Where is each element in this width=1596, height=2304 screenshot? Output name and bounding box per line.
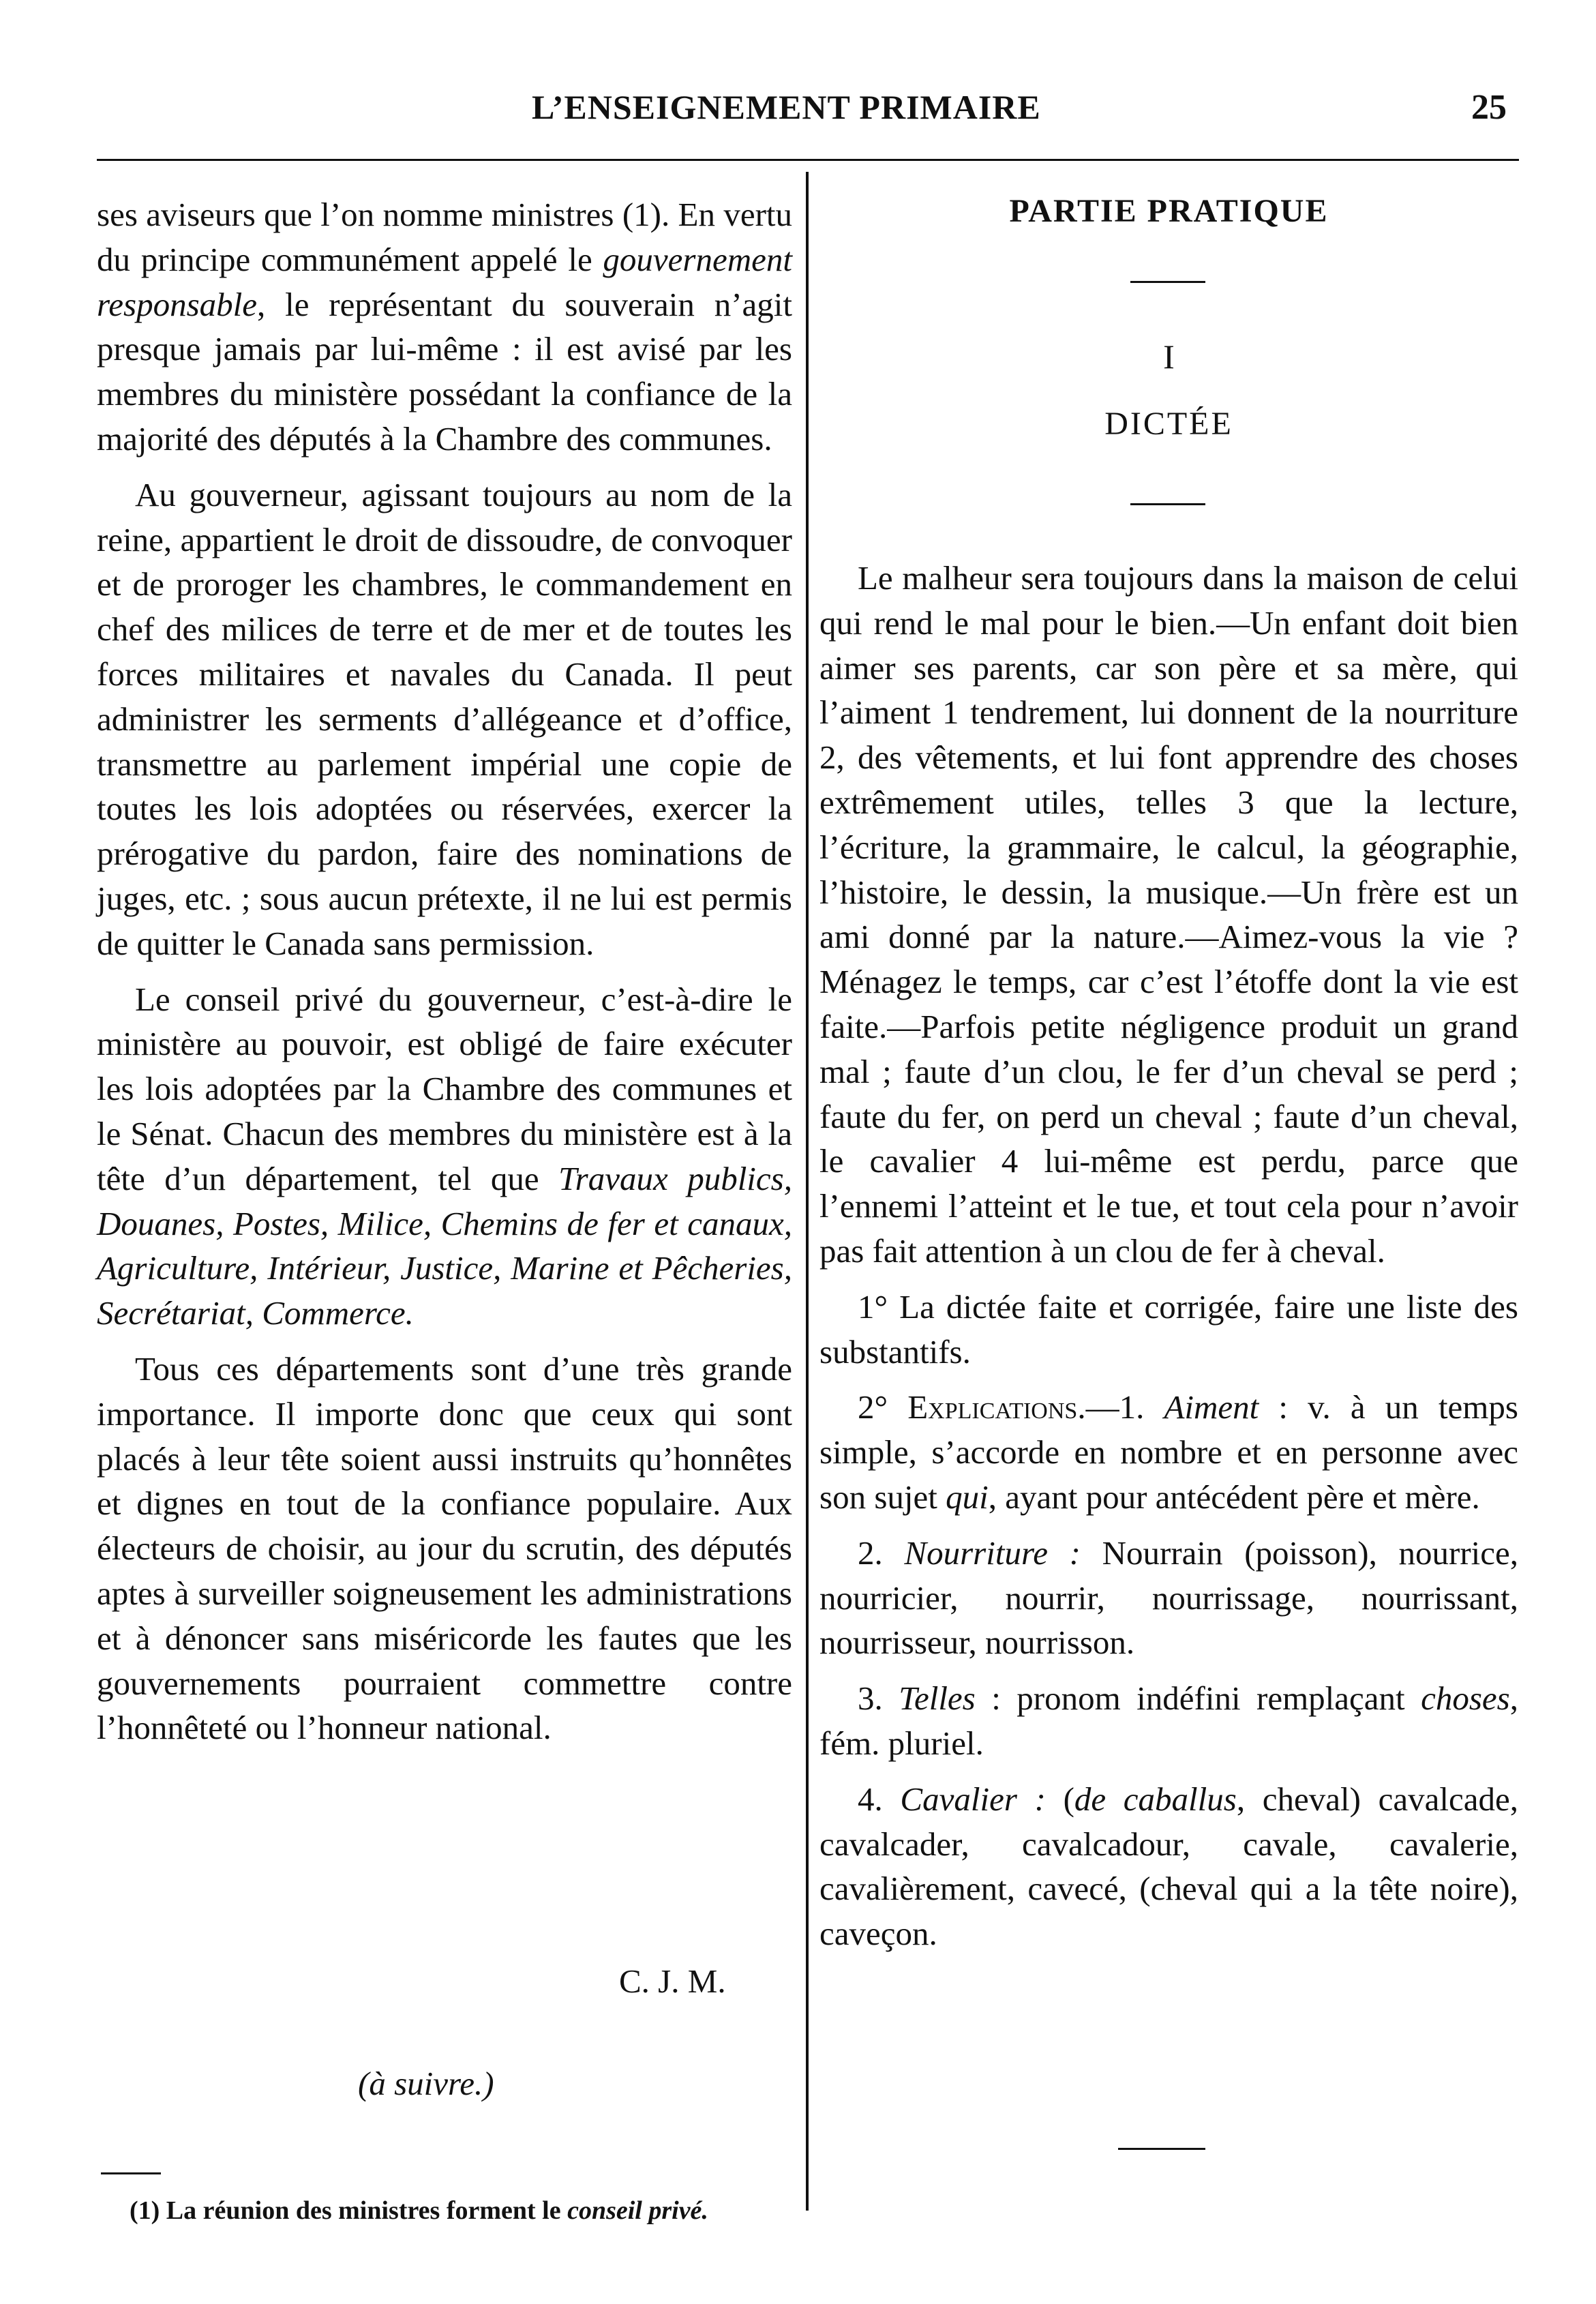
header-rule bbox=[97, 159, 1519, 161]
left-paragraph-1: ses aviseurs que l’on nomme ministres (1). En vertu du principe communément appelé le gouvernement responsable, le représentant du souverain n’agit presque jamais par lui-même : il est avisé par les membres du ministère possédant la confiance de la majorité des députés à la Chambre des communes. bbox=[97, 196, 792, 458]
dictation-text: Le malheur sera toujours dans la maison de celui qui rend le mal pour le bien.—Un enfant doit bien aimer ses parents, car son père et sa mère, qui l’aiment 1 tendrement, lui donnent de la nourriture 2, des vêtements, et lui font apprendre des choses extrêmement utiles, telles 3 que la lecture, l’écriture, la grammaire, le calcul, la géographie, l’histoire, le dessin, la musique.—Un frère est un ami donné par la nature.—Aimez-vous la vie ? Ménagez le temps, car c’est l’étoffe dont la vie est faite.—Parfois petite négligence produit un grand mal ; faute d’un clou, le fer d’un cheval se perd ; faute du fer, on perd un cheval ; faute d’un cheval, le cavalier 4 lui-même est perdu, parce que l’ennemi l’atteint et le tue, et tout cela pour n’avoir pas fait attention à un clou de fer à cheval. bbox=[819, 559, 1518, 1270]
section-rule-1 bbox=[1130, 281, 1205, 283]
footnote-rule bbox=[101, 2172, 161, 2174]
exercise-2: 2° Explications.—1. Aiment : v. à un temps simple, s’accorde en nombre et en personne avec son sujet qui, ayant pour antécédent père et mère. bbox=[819, 1388, 1518, 1516]
footnote: (1) La réunion des ministres forment le conseil privé. bbox=[130, 2196, 708, 2225]
exercise-3: 2. Nourriture : Nourrain (poisson), nourrice, nourricier, nourrir, nourrissage, nourrissant, nourrisseur, nourrisson. bbox=[819, 1533, 1518, 1662]
section-number: I bbox=[1163, 338, 1175, 376]
section-rule-2 bbox=[1130, 503, 1205, 505]
left-column bbox=[97, 192, 792, 1761]
exercise-1: 1° La dictée faite et corrigée, faire une liste des substantifs. bbox=[819, 1287, 1518, 1371]
end-rule bbox=[1118, 2148, 1205, 2150]
left-paragraph-3: Le conseil privé du gouverneur, c’est-à-dire le ministère au pouvoir, est obligé de faire exécuter les lois adoptées par la Chambre des communes et le Sénat. Chacun des membres du ministère est à la tête d’un département, tel que Travaux publics, Douanes, Postes, Milice, Chemins de fer et canaux, Agriculture, Intérieur, Justice, Marine et Pêcheries, Secrétariat, Commerce. bbox=[97, 980, 792, 1332]
to-be-continued: (à suivre.) bbox=[358, 2065, 494, 2102]
running-header-title: L’ENSEIGNEMENT PRIMAIRE bbox=[532, 88, 1041, 126]
exercise-5: 4. Cavalier : (de caballus, cheval) cavalcade, cavalcader, cavalcadour, cavale, cavalerie, cavalièrement, cavecé, (cheval qui a la tête noire), caveçon. bbox=[819, 1780, 1518, 1953]
dictation-heading: DICTÉE bbox=[1104, 406, 1233, 442]
author-signature: C. J. M. bbox=[619, 1962, 726, 2000]
page-number: 25 bbox=[1471, 88, 1507, 127]
right-column bbox=[819, 556, 1518, 1967]
left-paragraph-4: Tous ces départements sont d’une très grande importance. Il importe donc que ceux qui sont placés à leur tête soient aussi instruits qu’honnêtes et dignes en tout de la confiance populaire. Aux électeurs de choisir, au jour du scrutin, des députés aptes à surveiller soigneusement les administrations et à dénoncer sans miséricorde les fautes que les gouvernements pourraient commettre contre l’honnêteté ou l’honneur national. bbox=[97, 1349, 792, 1747]
column-divider bbox=[806, 172, 809, 2211]
left-paragraph-2: Au gouverneur, agissant toujours au nom de la reine, appartient le droit de dissoudre, de convoquer et de proroger les chambres, le commandement en chef des milices de terre et de mer et de toutes les forces militaires et navales du Canada. Il peut administrer les serments d’allégeance et d’office, transmettre au parlement impérial une copie de toutes les lois adoptées ou réservées, exercer la prérogative du pardon, faire des nominations de juges, etc. ; sous aucun prétexte, il ne lui est permis de quitter le Canada sans permission. bbox=[97, 475, 792, 962]
exercise-4: 3. Telles : pronom indéfini remplaçant choses, fém. pluriel. bbox=[819, 1679, 1518, 1762]
section-title: PARTIE PRATIQUE bbox=[1009, 193, 1329, 229]
